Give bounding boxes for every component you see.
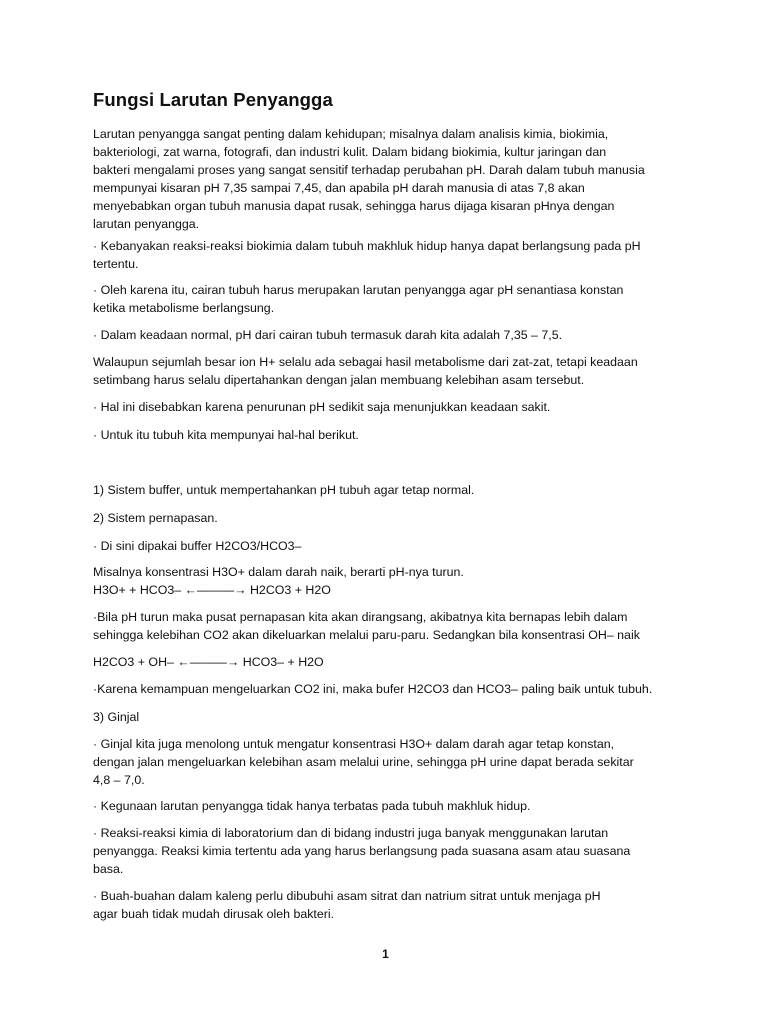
text-line: menyebabkan organ tubuh manusia dapat rusak, sehingga harus dijaga kisaran pHnya dengan	[93, 199, 615, 213]
text-line: H3O+ + HCO3– ←———→ H2CO3 + H2O	[93, 583, 331, 597]
document-title: Fungsi Larutan Penyangga	[93, 89, 333, 110]
text-line: 4,8 – 7,0.	[93, 773, 145, 787]
page-number: 1	[382, 947, 389, 961]
paragraph	[93, 326, 678, 344]
text-line: tertentu.	[93, 257, 139, 271]
paragraph	[93, 237, 678, 273]
paragraph	[93, 887, 678, 923]
text-line: mempunyai kisaran pH 7,35 sampai 7,45, dan apabila pH darah manusia di atas 7,8 akan	[93, 181, 585, 195]
paragraph	[93, 680, 678, 698]
text-line: ·Karena kemampuan mengeluarkan CO2 ini, maka bufer H2CO3 dan HCO3– paling baik untuk tubuh.	[93, 682, 653, 696]
paragraph	[93, 281, 678, 317]
text-line: · Kebanyakan reaksi-reaksi biokimia dalam tubuh makhluk hidup hanya dapat berlangsung pada pH	[93, 239, 641, 253]
text-line: · Ginjal kita juga menolong untuk mengatur konsentrasi H3O+ dalam darah agar tetap konstan,	[93, 737, 615, 751]
paragraph	[93, 537, 678, 555]
text-line: larutan penyangga.	[93, 217, 200, 231]
text-line: · Hal ini disebabkan karena penurunan pH sedikit saja menunjukkan keadaan sakit.	[93, 400, 551, 414]
paragraph	[93, 797, 678, 815]
paragraph	[93, 708, 678, 726]
text-line: ketika metabolisme berlangsung.	[93, 301, 275, 315]
text-line: · Reaksi-reaksi kimia di laboratorium dan di bidang industri juga banyak menggunakan larutan	[93, 826, 609, 840]
text-line: penyangga. Reaksi kimia tertentu ada yang harus berlangsung pada suasana asam atau suasana	[93, 844, 631, 858]
paragraph	[93, 481, 678, 499]
text-line: ·Bila pH turun maka pusat pernapasan kita akan dirangsang, akibatnya kita bernapas lebih dalam	[93, 610, 628, 624]
text-line: 3) Ginjal	[93, 710, 140, 724]
paragraph	[93, 824, 678, 878]
paragraph	[93, 563, 678, 599]
paragraph	[93, 608, 678, 644]
text-line: · Di sini dipakai buffer H2CO3/HCO3–	[93, 539, 302, 553]
text-line: setimbang harus selalu dipertahankan dengan jalan membuang kelebihan asam tersebut.	[93, 373, 585, 387]
paragraph	[93, 398, 678, 416]
text-line: dengan jalan mengeluarkan kelebihan asam melalui urine, sehingga pH urine dapat berada sekitar	[93, 755, 634, 769]
text-line: 1) Sistem buffer, untuk mempertahankan pH tubuh agar tetap normal.	[93, 483, 475, 497]
text-line: agar buah tidak mudah dirusak oleh bakteri.	[93, 907, 335, 921]
paragraph	[93, 426, 678, 444]
paragraph	[93, 653, 678, 671]
text-line: · Buah-buahan dalam kaleng perlu dibubuhi asam sitrat dan natrium sitrat untuk menjaga pH	[93, 889, 601, 903]
text-line: · Dalam keadaan normal, pH dari cairan tubuh termasuk darah kita adalah 7,35 – 7,5.	[93, 328, 563, 342]
text-line: H2CO3 + OH– ←———→ HCO3– + H2O	[93, 655, 324, 669]
paragraph	[93, 509, 678, 527]
text-line: · Kegunaan larutan penyangga tidak hanya terbatas pada tubuh makhluk hidup.	[93, 799, 531, 813]
text-line: bakteri mengalami proses yang sangat sensitif terhadap perubahan pH. Darah dalam tubuh manusia	[93, 163, 645, 177]
paragraph	[93, 353, 678, 389]
paragraph	[93, 125, 678, 233]
text-line: sehingga kelebihan CO2 akan dikeluarkan melalui paru-paru. Sedangkan bila konsentrasi OH– naik	[93, 628, 640, 642]
text-line: basa.	[93, 862, 124, 876]
text-line: bakteriologi, zat warna, fotografi, dan industri kulit. Dalam bidang biokimia, kultur jaringan dan	[93, 145, 607, 159]
text-line: Larutan penyangga sangat penting dalam kehidupan; misalnya dalam analisis kimia, biokimia,	[93, 127, 609, 141]
text-line: · Untuk itu tubuh kita mempunyai hal-hal berikut.	[93, 428, 359, 442]
text-line: · Oleh karena itu, cairan tubuh harus merupakan larutan penyangga agar pH senantiasa konstan	[93, 283, 624, 297]
text-line: 2) Sistem pernapasan.	[93, 511, 218, 525]
text-line: Misalnya konsentrasi H3O+ dalam darah naik, berarti pH-nya turun.	[93, 565, 464, 579]
text-line: Walaupun sejumlah besar ion H+ selalu ada sebagai hasil metabolisme dari zat-zat, tetapi keadaan	[93, 355, 638, 369]
paragraph	[93, 735, 678, 789]
